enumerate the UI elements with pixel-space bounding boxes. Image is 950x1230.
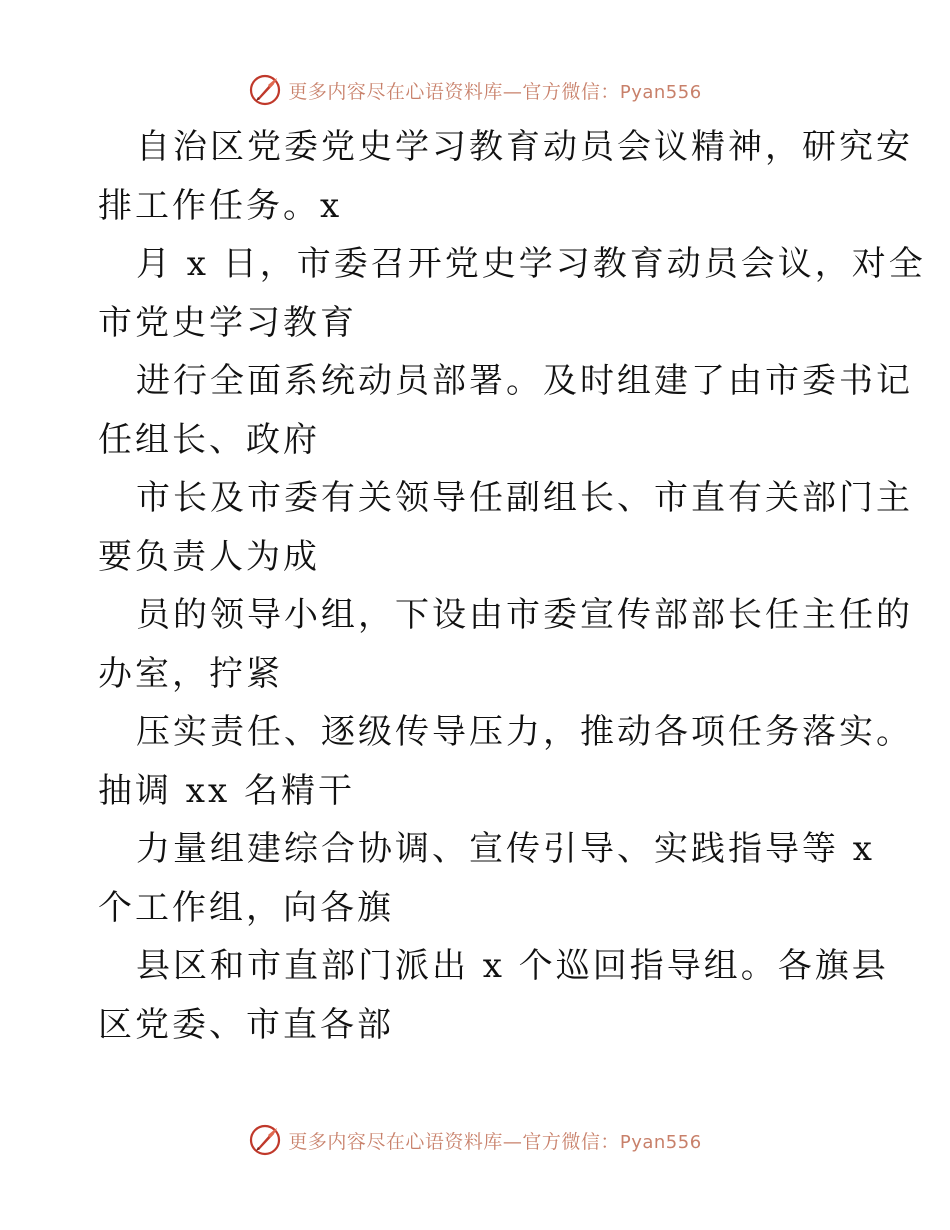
quill-pen-icon [248,73,282,107]
body-line: 员的领导小组，下设由市委宣传部部长任主任的 [136,595,913,635]
body-line: 力量组建综合协调、宣传引导、实践指导等 x [136,829,875,869]
watermark-text: 更多内容尽在心语资料库—官方微信：Pyan556 [288,80,702,103]
body-line: 进行全面系统动员部署。及时组建了由市委书记 [136,361,913,401]
body-line: 抽调 xx 名精干 [98,770,355,811]
body-line: 市长及市委有关领导任副组长、市直有关部门主 [136,478,913,518]
body-line: 压实责任、逐级传导压力，推动各项任务落实。 [136,712,913,752]
body-line: 要负责人为成 [98,536,320,577]
body-line: 排工作任务。x [98,185,343,226]
quill-pen-icon [248,1123,282,1157]
body-line: 月 x 日，市委召开党史学习教育动员会议，对全 [136,244,926,284]
body-line: 市党史学习教育 [98,302,357,343]
document-body [98,118,926,1054]
body-line: 县区和市直部门派出 x 个巡回指导组。各旗县 [136,946,889,986]
body-line: 任组长、政府 [98,419,320,460]
body-line: 办室，拧紧 [98,653,283,694]
body-line: 个工作组，向各旗 [98,887,394,928]
body-line: 自治区党委党史学习教育动员会议精神，研究安 [136,127,913,167]
header-watermark [0,72,950,108]
watermark-text: 更多内容尽在心语资料库—官方微信：Pyan556 [288,1130,702,1153]
footer-watermark [0,1122,950,1158]
body-line: 区党委、市直各部 [98,1004,394,1045]
